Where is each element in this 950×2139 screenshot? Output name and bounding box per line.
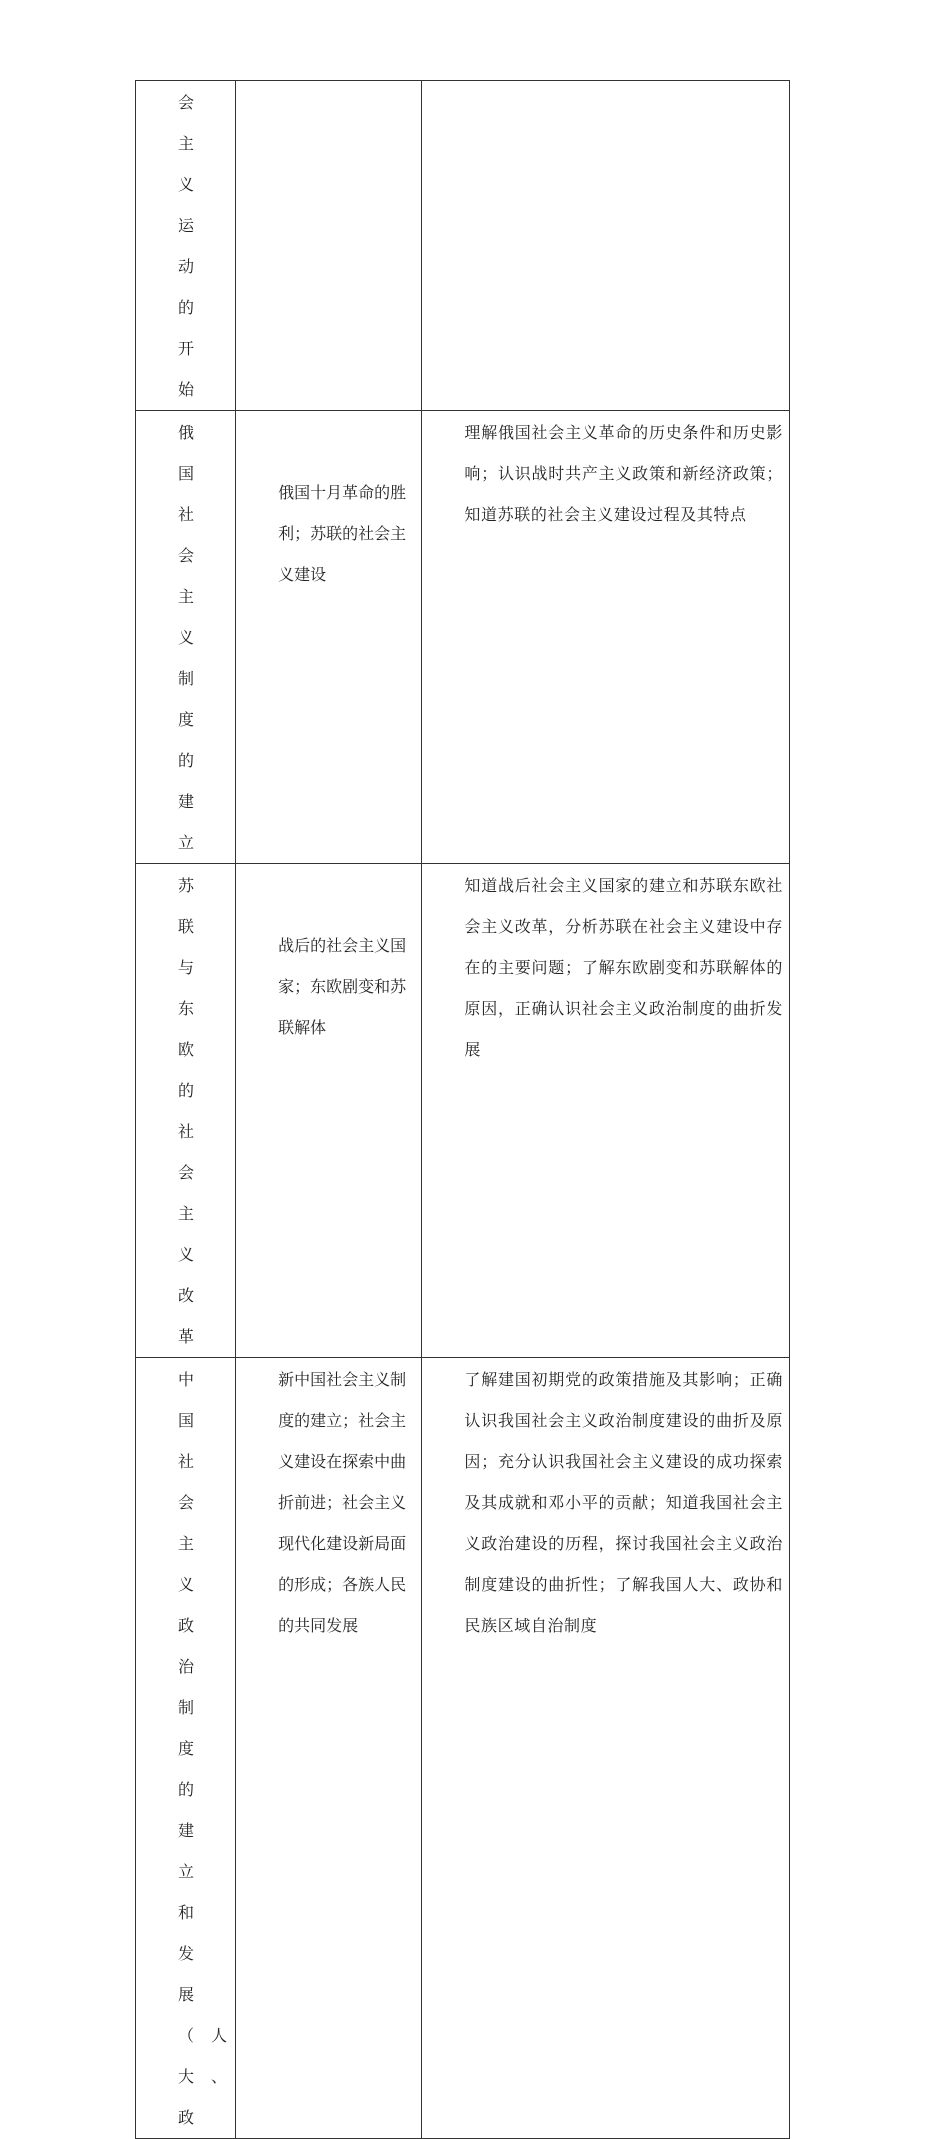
table-row xyxy=(136,864,790,1358)
table-row xyxy=(136,81,790,411)
topic-text: 俄国社会主义制度的建立 xyxy=(178,423,212,852)
content-text: 新中国社会主义制度的建立；社会主义建设在探索中曲折前进；社会主义现代化建设新局面的形成；各族人民的共同发展 xyxy=(278,1370,407,1635)
requirement-cell xyxy=(422,81,790,411)
requirement-text: 知道战后社会主义国家的建立和苏联东欧社会主义改革，分析苏联在社会主义建设中存在的主要问题；了解东欧剧变和苏联解体的原因，正确认识社会主义政治制度的曲折发展 xyxy=(464,876,783,1059)
curriculum-table xyxy=(135,80,790,2139)
topic-cell xyxy=(136,411,236,864)
content-text: 战后的社会主义国家；东欧剧变和苏联解体 xyxy=(278,936,407,1037)
requirement-cell xyxy=(422,864,790,1358)
content-cell xyxy=(236,864,422,1358)
table-row xyxy=(136,411,790,864)
topic-cell xyxy=(136,864,236,1358)
topic-cell xyxy=(136,1358,245,2139)
content-text: 俄国十月革命的胜利；苏联的社会主义建设 xyxy=(278,483,407,584)
table-row xyxy=(136,1358,790,2139)
topic-text: 会主义运动的开始 xyxy=(178,93,212,399)
requirement-cell xyxy=(422,1358,790,2139)
requirement-cell xyxy=(422,411,790,864)
content-cell xyxy=(236,81,422,411)
topic-text: 中国社会主义政治制度的建立和发展（人大、政 xyxy=(178,1370,245,2127)
topic-text: 苏联与东欧的社会主义改革 xyxy=(178,876,212,1346)
requirement-text: 理解俄国社会主义革命的历史条件和历史影响；认识战时共产主义政策和新经济政策；知道苏联的社会主义建设过程及其特点 xyxy=(464,423,783,524)
topic-cell xyxy=(136,81,236,411)
requirement-text: 了解建国初期党的政策措施及其影响；正确认识我国社会主义政治制度建设的曲折及原因；充分认识我国社会主义建设的成功探索及其成就和邓小平的贡献；知道我国社会主义政治建设的历程，探讨我国社会主义政治制度建设的曲折性；了解我国人大、政协和民族区域自治制度 xyxy=(464,1370,783,1635)
content-cell xyxy=(236,1358,422,2139)
content-cell xyxy=(236,411,422,864)
